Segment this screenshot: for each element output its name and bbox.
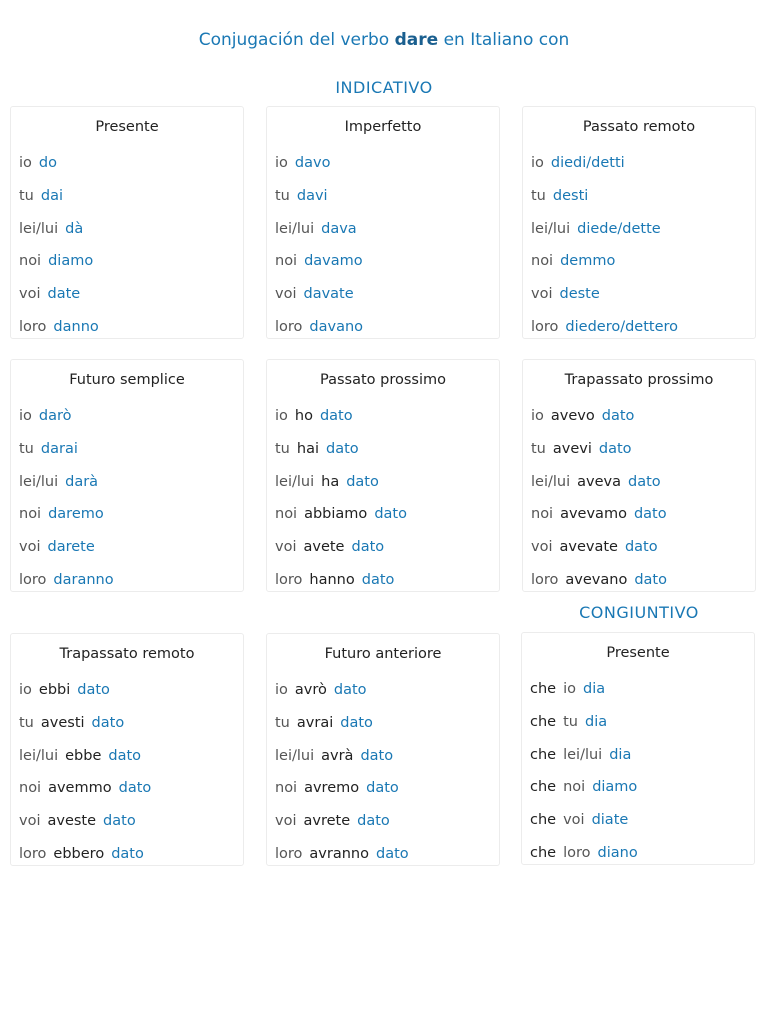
card-passato-remoto: [522, 106, 756, 339]
pronoun: noi: [275, 253, 298, 270]
verb-form: davate: [303, 286, 354, 303]
verb-form: dato: [357, 813, 390, 830]
pronoun: io: [531, 408, 544, 424]
conjugation-row: [267, 707, 499, 740]
conjugation-row: [267, 531, 499, 564]
conjugation-row: [522, 673, 754, 706]
conjugation-row: [11, 180, 243, 213]
pronoun: tu: [275, 187, 290, 204]
subjunctive-che: che: [530, 681, 557, 697]
verb-form: dia: [609, 746, 632, 763]
verb-form: desti: [552, 187, 589, 204]
pronoun: lei/lui: [19, 473, 59, 490]
pronoun: voi: [275, 813, 297, 830]
pronoun: tu: [531, 440, 546, 457]
pronoun: noi: [275, 780, 298, 797]
pronoun: io: [531, 155, 544, 171]
conjugation-list: [11, 400, 243, 597]
auxiliary-verb: avevano: [565, 571, 628, 588]
verb-form: deste: [559, 286, 600, 303]
verb-form: daremo: [48, 506, 104, 523]
pronoun: noi: [563, 779, 586, 796]
conjugation-row: [267, 838, 499, 871]
auxiliary-verb: avremo: [304, 780, 360, 797]
pronoun: io: [275, 682, 288, 698]
tense-title: Presente: [95, 119, 159, 135]
verb-form: do: [38, 155, 57, 171]
conjugation-row: [11, 278, 243, 311]
verb-form: dia: [583, 681, 606, 697]
pronoun: lei/lui: [275, 473, 315, 490]
pronoun: lei/lui: [275, 220, 315, 237]
verb-form: dato: [333, 682, 367, 698]
verb-form: dato: [601, 408, 635, 424]
conjugation-list: [11, 674, 243, 871]
verb-form: dato: [108, 747, 142, 764]
verb-form: dato: [374, 506, 407, 523]
conjugation-row: [267, 564, 499, 597]
pronoun: io: [275, 408, 288, 424]
auxiliary-verb: avranno: [309, 845, 369, 862]
auxiliary-verb: avevo: [550, 408, 595, 424]
verb-form: diamo: [48, 253, 94, 270]
pronoun: loro: [275, 318, 303, 335]
pronoun: voi: [531, 286, 553, 303]
conjugation-row: [267, 245, 499, 278]
conjugation-row: [267, 805, 499, 838]
pronoun: loro: [531, 571, 559, 588]
verb-form: diate: [591, 812, 629, 829]
auxiliary-verb: avevamo: [560, 506, 627, 523]
pronoun: tu: [19, 714, 34, 731]
pronoun: noi: [275, 506, 298, 523]
title-before: Conjugación del verbo: [198, 30, 390, 50]
verb-form: davo: [294, 155, 331, 171]
auxiliary-verb: avrete: [303, 813, 351, 830]
conjugation-row: [11, 498, 243, 531]
card-futuro-anteriore: [266, 633, 500, 866]
page-title: [0, 28, 768, 52]
tense-title: Passato remoto: [582, 119, 696, 135]
verb-form: dato: [624, 539, 658, 556]
card-trapassato-prossimo: [522, 359, 756, 592]
tense-title: Passato prossimo: [320, 372, 446, 388]
conjugation-row: [11, 466, 243, 499]
pronoun: tu: [563, 713, 578, 730]
conjugation-row: [522, 706, 754, 739]
pronoun: noi: [531, 253, 554, 270]
pronoun: lei/lui: [275, 747, 315, 764]
conjugation-row: [11, 805, 243, 838]
pronoun: loro: [19, 845, 47, 862]
conjugation-row: [11, 531, 243, 564]
pronoun: lei/lui: [531, 473, 571, 490]
verb-form: davamo: [304, 253, 363, 270]
verb-form: dato: [366, 780, 399, 797]
pronoun: io: [563, 681, 576, 697]
pronoun: lei/lui: [563, 746, 603, 763]
verb-form: dato: [77, 682, 110, 698]
conjugation-list: [523, 147, 755, 344]
pronoun: loro: [19, 571, 47, 588]
auxiliary-verb: hai: [296, 440, 319, 457]
auxiliary-verb: ha: [321, 473, 340, 490]
tense-title: Presente: [606, 645, 670, 661]
pronoun: voi: [19, 286, 41, 303]
pronoun: voi: [19, 813, 41, 830]
verb-form: dato: [103, 813, 136, 830]
auxiliary-verb: avesti: [40, 714, 85, 731]
pronoun: loro: [563, 844, 591, 861]
conjugation-list: [267, 400, 499, 597]
subjunctive-che: che: [530, 746, 557, 763]
pronoun: noi: [19, 506, 42, 523]
pronoun: loro: [275, 845, 303, 862]
subjunctive-che: che: [530, 812, 557, 829]
verb-form: dato: [351, 539, 385, 556]
tense-title: Futuro anteriore: [324, 646, 442, 662]
conjugation-row: [523, 180, 755, 213]
section-indicativo: INDICATIVO: [335, 78, 433, 97]
verb-form: diedero/dettero: [565, 318, 679, 335]
auxiliary-verb: aveva: [577, 473, 621, 490]
conjugation-list: [267, 147, 499, 344]
pronoun: io: [19, 155, 32, 171]
pronoun: tu: [275, 440, 290, 457]
conjugation-row: [11, 400, 243, 433]
conjugation-list: [522, 673, 754, 870]
verb-form: diano: [597, 844, 638, 861]
pronoun: lei/lui: [531, 220, 571, 237]
conjugation-row: [267, 772, 499, 805]
conjugation-row: [267, 147, 499, 180]
verb-form: diedi/detti: [550, 155, 625, 171]
pronoun: noi: [531, 506, 554, 523]
section-congiuntivo: CONGIUNTIVO: [579, 603, 699, 622]
card-trapassato-remoto: [10, 633, 244, 866]
verb-form: daranno: [53, 571, 114, 588]
subjunctive-che: che: [530, 844, 557, 861]
conjugation-list: [11, 147, 243, 344]
conjugation-row: [267, 400, 499, 433]
conjugation-row: [11, 772, 243, 805]
conjugation-row: [523, 400, 755, 433]
verb-form: diede/dette: [577, 220, 661, 237]
pronoun: tu: [19, 187, 34, 204]
conjugation-row: [11, 740, 243, 773]
conjugation-list: [267, 674, 499, 871]
tense-title: Futuro semplice: [69, 372, 185, 388]
conjugation-row: [267, 278, 499, 311]
auxiliary-verb: avevate: [559, 539, 618, 556]
conjugation-row: [11, 147, 243, 180]
auxiliary-verb: avrò: [294, 682, 327, 698]
conjugation-row: [267, 674, 499, 707]
pronoun: lei/lui: [19, 220, 59, 237]
tense-title: Imperfetto: [344, 119, 422, 135]
verb-form: diamo: [592, 779, 638, 796]
conjugation-row: [523, 245, 755, 278]
conjugation-row: [522, 739, 754, 772]
pronoun: tu: [531, 187, 546, 204]
auxiliary-verb: aveste: [47, 813, 97, 830]
card-futuro-semplice: [10, 359, 244, 592]
pronoun: lei/lui: [19, 747, 59, 764]
conjugation-row: [267, 311, 499, 344]
card-presente: [10, 106, 244, 339]
conjugation-row: [11, 311, 243, 344]
pronoun: voi: [563, 812, 585, 829]
conjugation-row: [522, 804, 754, 837]
conjugation-row: [267, 433, 499, 466]
verb-form: dato: [361, 571, 395, 588]
conjugation-row: [11, 674, 243, 707]
verb-form: dato: [633, 506, 667, 523]
title-after: en Italiano con: [443, 30, 570, 50]
pronoun: io: [19, 408, 32, 424]
conjugation-row: [267, 498, 499, 531]
auxiliary-verb: ebbero: [53, 845, 105, 862]
conjugation-list: [523, 400, 755, 597]
subjunctive-che: che: [530, 713, 557, 730]
verb-form: dia: [584, 713, 608, 730]
verb-form: dato: [627, 473, 661, 490]
conjugation-row: [523, 433, 755, 466]
verb-form: dato: [340, 714, 373, 731]
verb-form: demmo: [560, 253, 616, 270]
auxiliary-verb: avete: [303, 539, 345, 556]
verb-form: darà: [65, 473, 99, 490]
verb-form: dato: [598, 440, 632, 457]
verb-form: davano: [309, 318, 364, 335]
conjugation-row: [11, 707, 243, 740]
conjugation-row: [11, 564, 243, 597]
conjugation-row: [523, 531, 755, 564]
verb-form: dà: [65, 220, 84, 237]
auxiliary-verb: avrai: [296, 714, 334, 731]
verb-form: darai: [40, 440, 78, 457]
verb-form: dato: [91, 714, 125, 731]
verb-form: dato: [360, 747, 394, 764]
subjunctive-che: che: [530, 779, 557, 796]
conjugation-row: [11, 245, 243, 278]
pronoun: loro: [531, 318, 559, 335]
pronoun: voi: [275, 286, 297, 303]
auxiliary-verb: avemmo: [48, 780, 112, 797]
tense-title: Trapassato remoto: [59, 646, 195, 662]
auxiliary-verb: avevi: [552, 440, 592, 457]
conjugation-row: [11, 838, 243, 871]
auxiliary-verb: ebbi: [38, 682, 71, 698]
auxiliary-verb: ho: [294, 408, 313, 424]
tense-title: Trapassato prossimo: [564, 372, 714, 388]
pronoun: io: [275, 155, 288, 171]
conjugation-row: [267, 213, 499, 246]
verb-form: dato: [634, 571, 667, 588]
conjugation-row: [523, 498, 755, 531]
conjugation-row: [523, 213, 755, 246]
verb-form: davi: [296, 187, 328, 204]
conjugation-row: [267, 180, 499, 213]
verb-form: darete: [47, 539, 95, 556]
card-congiuntivo-presente: [521, 632, 755, 865]
verb-form: dato: [319, 408, 353, 424]
card-passato-prossimo: [266, 359, 500, 592]
conjugation-row: [523, 466, 755, 499]
card-imperfetto: [266, 106, 500, 339]
pronoun: io: [19, 682, 32, 698]
pronoun: loro: [275, 571, 303, 588]
verb-form: dato: [118, 780, 152, 797]
conjugation-row: [267, 466, 499, 499]
auxiliary-verb: hanno: [309, 571, 355, 588]
pronoun: noi: [19, 253, 42, 270]
conjugation-row: [11, 213, 243, 246]
verb-form: date: [47, 286, 81, 303]
verb-form: dai: [40, 187, 64, 204]
auxiliary-verb: ebbe: [65, 747, 102, 764]
pronoun: noi: [19, 780, 42, 797]
pronoun: voi: [19, 539, 41, 556]
conjugation-row: [523, 311, 755, 344]
verb-form: danno: [53, 318, 99, 335]
pronoun: loro: [19, 318, 47, 335]
verb-form: dato: [346, 473, 379, 490]
auxiliary-verb: abbiamo: [304, 506, 368, 523]
verb-form: dato: [111, 845, 144, 862]
conjugation-row: [11, 433, 243, 466]
verb-form: dato: [326, 440, 359, 457]
auxiliary-verb: avrà: [321, 747, 354, 764]
conjugation-row: [522, 771, 754, 804]
pronoun: tu: [19, 440, 34, 457]
pronoun: voi: [531, 539, 553, 556]
verb-form: dato: [376, 845, 409, 862]
conjugation-row: [523, 278, 755, 311]
conjugation-row: [523, 564, 755, 597]
pronoun: tu: [275, 714, 290, 731]
pronoun: voi: [275, 539, 297, 556]
verb-form: dava: [321, 220, 357, 237]
conjugation-row: [523, 147, 755, 180]
verb-form: darò: [38, 408, 72, 424]
conjugation-row: [267, 740, 499, 773]
title-verb: dare: [394, 30, 439, 50]
conjugation-row: [522, 837, 754, 870]
